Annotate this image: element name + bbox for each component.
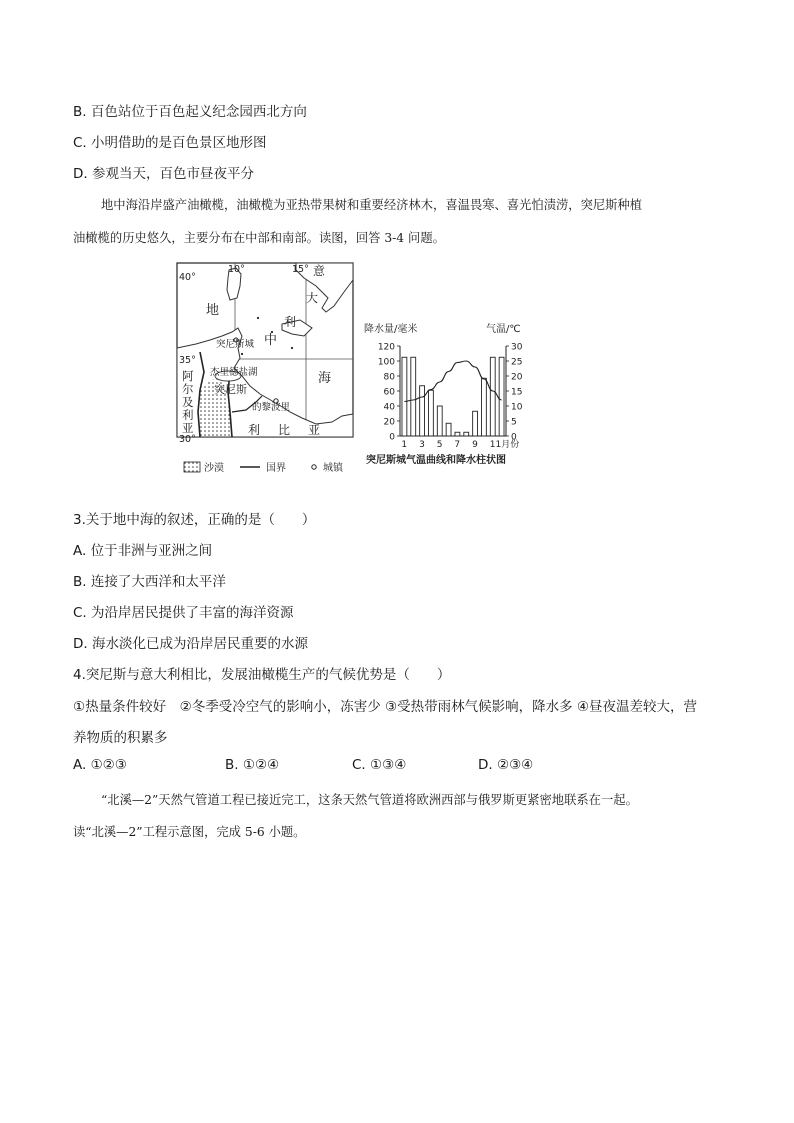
left-tick-label: 120 [377,342,395,353]
italy-char-2: 大 [306,291,319,305]
precip-bar [420,386,425,436]
left-axis-title: 降水量/毫米 [364,324,418,335]
legend-border: 国界 [266,463,286,474]
q4-statements-line-2: 养物质的积累多 [73,730,168,746]
algeria-char-1: 阿 [182,369,194,383]
q3-stem: 3.关于地中海的叙述，正确的是（ ） [73,512,316,528]
lat-label-30: 30° [179,434,196,445]
x-tick-label: 3 [419,440,425,450]
temperature-line [404,361,501,402]
q3-option-c: C. 为沿岸居民提供了丰富的海洋资源 [73,605,294,621]
precip-bar [464,432,469,436]
passage-line-1: 地中海沿岸盛产油橄榄，油橄榄为亚热带果树和重要经济林木，喜温畏寒、喜光怕渍涝，突尼斯种植 [101,198,643,212]
right-axis-title: 气温/℃ [486,324,521,335]
sea-char-1: 地 [206,303,220,318]
algeria-char-5: 亚 [182,421,194,435]
x-tick-label: 9 [472,440,478,450]
climate-chart [360,318,552,468]
right-tick-label: 20 [511,372,523,383]
lat-label-40: 40° [179,272,196,283]
passage-line-2: 油橄榄的历史悠久，主要分布在中部和南部。读图，回答 3-4 问题。 [73,231,445,245]
algeria-char-4: 利 [182,408,194,422]
q3-option-b: B. 连接了大西洋和太平洋 [73,574,226,590]
q4-option-d: D. ②③④ [478,757,534,773]
precip-bar [428,390,433,436]
q4-option-a: A. ①②③ [73,757,127,773]
precip-bar [455,432,460,436]
sea-char-3: 海 [318,371,332,386]
option-b-prev: B. 百色站位于百色起义纪念园西北方向 [73,104,307,120]
italy-char-1: 意 [313,264,326,278]
x-tick-label: 11月份 [489,440,520,450]
left-tick-label: 80 [383,372,395,383]
q4-stem: 4.突尼斯与意大利相比，发展油橄榄生产的气候优势是（ ） [73,667,451,683]
chart-caption: 突尼斯城气温曲线和降水柱状图 [366,455,506,466]
right-tick-label: 10 [511,402,523,413]
passage2-line-1: “北溪—2”天然气管道工程已接近完工，这条天然气管道将欧洲西部与俄罗斯更紧密地联系在一起。 [101,793,638,807]
legend-desert: 沙漠 [204,463,224,474]
precip-bar [490,357,495,436]
x-tick-label: 1 [401,440,408,450]
x-tick-label: 5 [436,440,443,450]
left-tick-label: 40 [383,402,395,413]
lon-label-15: 15° [292,264,309,275]
libya-char-1: 利 [248,423,261,437]
libya-char-3: 亚 [308,423,321,437]
italy-char-3: 利 [284,315,297,329]
q4-option-c: C. ①③④ [352,757,407,773]
option-c-prev: C. 小明借助的是百色景区地形图 [73,135,267,151]
option-d-prev: D. 参观当天，百色市昼夜平分 [73,166,254,182]
left-tick-label: 100 [377,357,395,368]
tripoli-label: 的黎波里 [252,402,291,413]
lat-label-35: 35° [179,355,196,366]
precip-bar [473,411,478,436]
q4-option-b: B. ①②④ [225,757,280,773]
algeria-char-2: 尔 [182,382,194,396]
left-tick-label: 20 [383,417,395,428]
passage2-line-2: 读“北溪—2”工程示意图，完成 5-6 小题。 [73,825,306,839]
right-tick-label: 0 [511,432,517,443]
precip-bar [499,357,504,436]
right-tick-label: 30 [511,342,523,353]
algeria-char-3: 及 [182,395,194,409]
precip-bar [446,423,451,436]
left-tick-label: 0 [389,432,395,443]
right-tick-label: 5 [511,417,517,428]
tunis-city-label: 突尼斯城 [216,339,255,350]
q3-option-a: A. 位于非洲与亚洲之间 [73,543,213,559]
q3-option-d: D. 海水淡化已成为沿岸居民重要的水源 [73,636,308,652]
q4-statements-line-1: ①热量条件较好 ②冬季受冷空气的影响小，冻害少 ③受热带雨林气候影响，降水多 ④昼夜温差较大，营 [73,699,697,715]
tunisia-map [176,262,356,478]
legend-city: 城镇 [323,463,343,474]
left-tick-label: 60 [383,387,395,398]
right-tick-label: 25 [511,357,523,368]
salt-lake-label: 杰里德盐湖 [210,367,258,378]
precip-bar [481,378,486,436]
precip-bar [411,357,416,436]
right-tick-label: 15 [511,387,523,398]
lon-label-10: 10° [228,264,245,275]
precip-bar [437,406,442,436]
sea-char-2: 中 [264,333,278,348]
tunisia-label: 突尼斯 [214,383,247,396]
precip-bar [402,357,407,436]
x-tick-label: 7 [454,440,461,450]
libya-char-2: 比 [278,423,291,437]
